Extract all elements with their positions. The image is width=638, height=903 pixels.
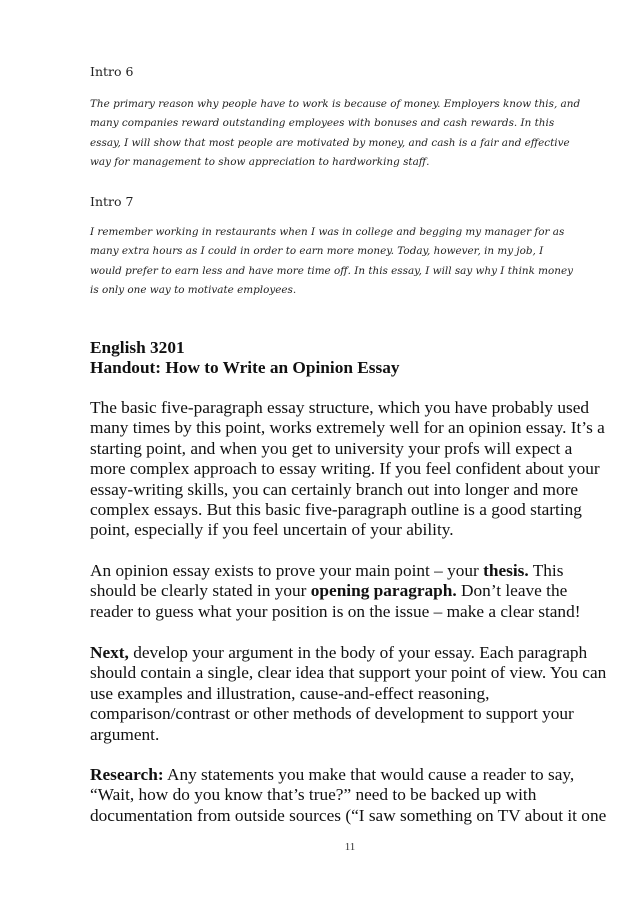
paragraph-line: point, especially if you feel uncertain of your ability. [90, 520, 454, 540]
bold-term-thesis: thesis. [483, 561, 529, 580]
intro-6-line: many companies reward outstanding employees with bonuses and cash rewards. In this [90, 117, 555, 130]
intro-7-line: many extra hours as I could in order to earn more money. Today, however, in my job, I [90, 245, 544, 258]
bold-term-opening-paragraph: opening paragraph. [310, 581, 457, 601]
intro-6-line: essay, I will show that most people are motivated by money, and cash is a fair and effective [90, 136, 570, 149]
intro-6-heading: Intro 6 [90, 64, 134, 79]
paragraph-line: essay-writing skills, you can certainly branch out into longer and more [90, 479, 579, 499]
intro-7-heading: Intro 7 [90, 194, 134, 209]
paragraph-line: should contain a single, clear idea that support your point of view. You can [90, 663, 607, 683]
handout-title: Handout: How to Write an Opinion Essay [90, 358, 400, 377]
intro-6-line: The primary reason why people have to work is because of money. Employers know this, and [90, 98, 581, 110]
paragraph-structure [90, 398, 620, 541]
paragraph-line: Research: Any statements you make that would cause a reader to say, [90, 765, 575, 784]
intro-7-line: would prefer to earn less and have more time off. In this essay, I will say why I think money [90, 264, 574, 277]
paragraph-line: starting point, and when you get to university your profs will expect a [90, 438, 573, 458]
intro-7-line: I remember working in restaurants when I was in college and begging my manager for as [90, 226, 565, 238]
paragraph-line: “Wait, how do you know that’s true?” need to be backed up with [90, 785, 537, 805]
intro-6-line: way for management to show appreciation to hardworking staff. [90, 155, 430, 168]
paragraph-line: more complex approach to essay writing. If you feel confident about your [90, 459, 600, 479]
intro-7-text [90, 223, 630, 300]
paragraph-line: The basic five-paragraph essay structure, which you have probably used [90, 398, 590, 417]
paragraph-line: reader to guess what your position is on the issue – make a clear stand! [90, 601, 581, 621]
bold-term-next: Next, [90, 643, 129, 662]
paragraph-line: documentation from outside sources (“I saw something on TV about it one [90, 805, 607, 825]
intro-6-text [90, 95, 630, 172]
paragraph-line: Next, develop your argument in the body of your essay. Each paragraph [90, 643, 588, 662]
page-number: 11 [344, 841, 356, 853]
bold-term-research: Research: [90, 765, 164, 784]
intro-7-line: is only one way to motivate employees. [90, 283, 297, 296]
paragraph-line: many times by this point, works extremely well for an opinion essay. It’s a [90, 418, 605, 438]
paragraph-line: An opinion essay exists to prove your main point – your thesis. This [90, 561, 564, 580]
paragraph-research [90, 765, 620, 826]
paragraph-line: argument. [90, 724, 160, 744]
paragraph-line: comparison/contrast or other methods of development to support your [90, 704, 574, 724]
paragraph-thesis [90, 561, 620, 622]
paragraph-line: complex essays. But this basic five-paragraph outline is a good starting [90, 500, 582, 520]
course-title: English 3201 [90, 338, 185, 357]
paragraph-body [90, 643, 620, 745]
paragraph-line: use examples and illustration, cause-and-effect reasoning, [90, 683, 490, 703]
paragraph-line: should be clearly stated in your opening paragraph. Don’t leave the [90, 581, 568, 601]
